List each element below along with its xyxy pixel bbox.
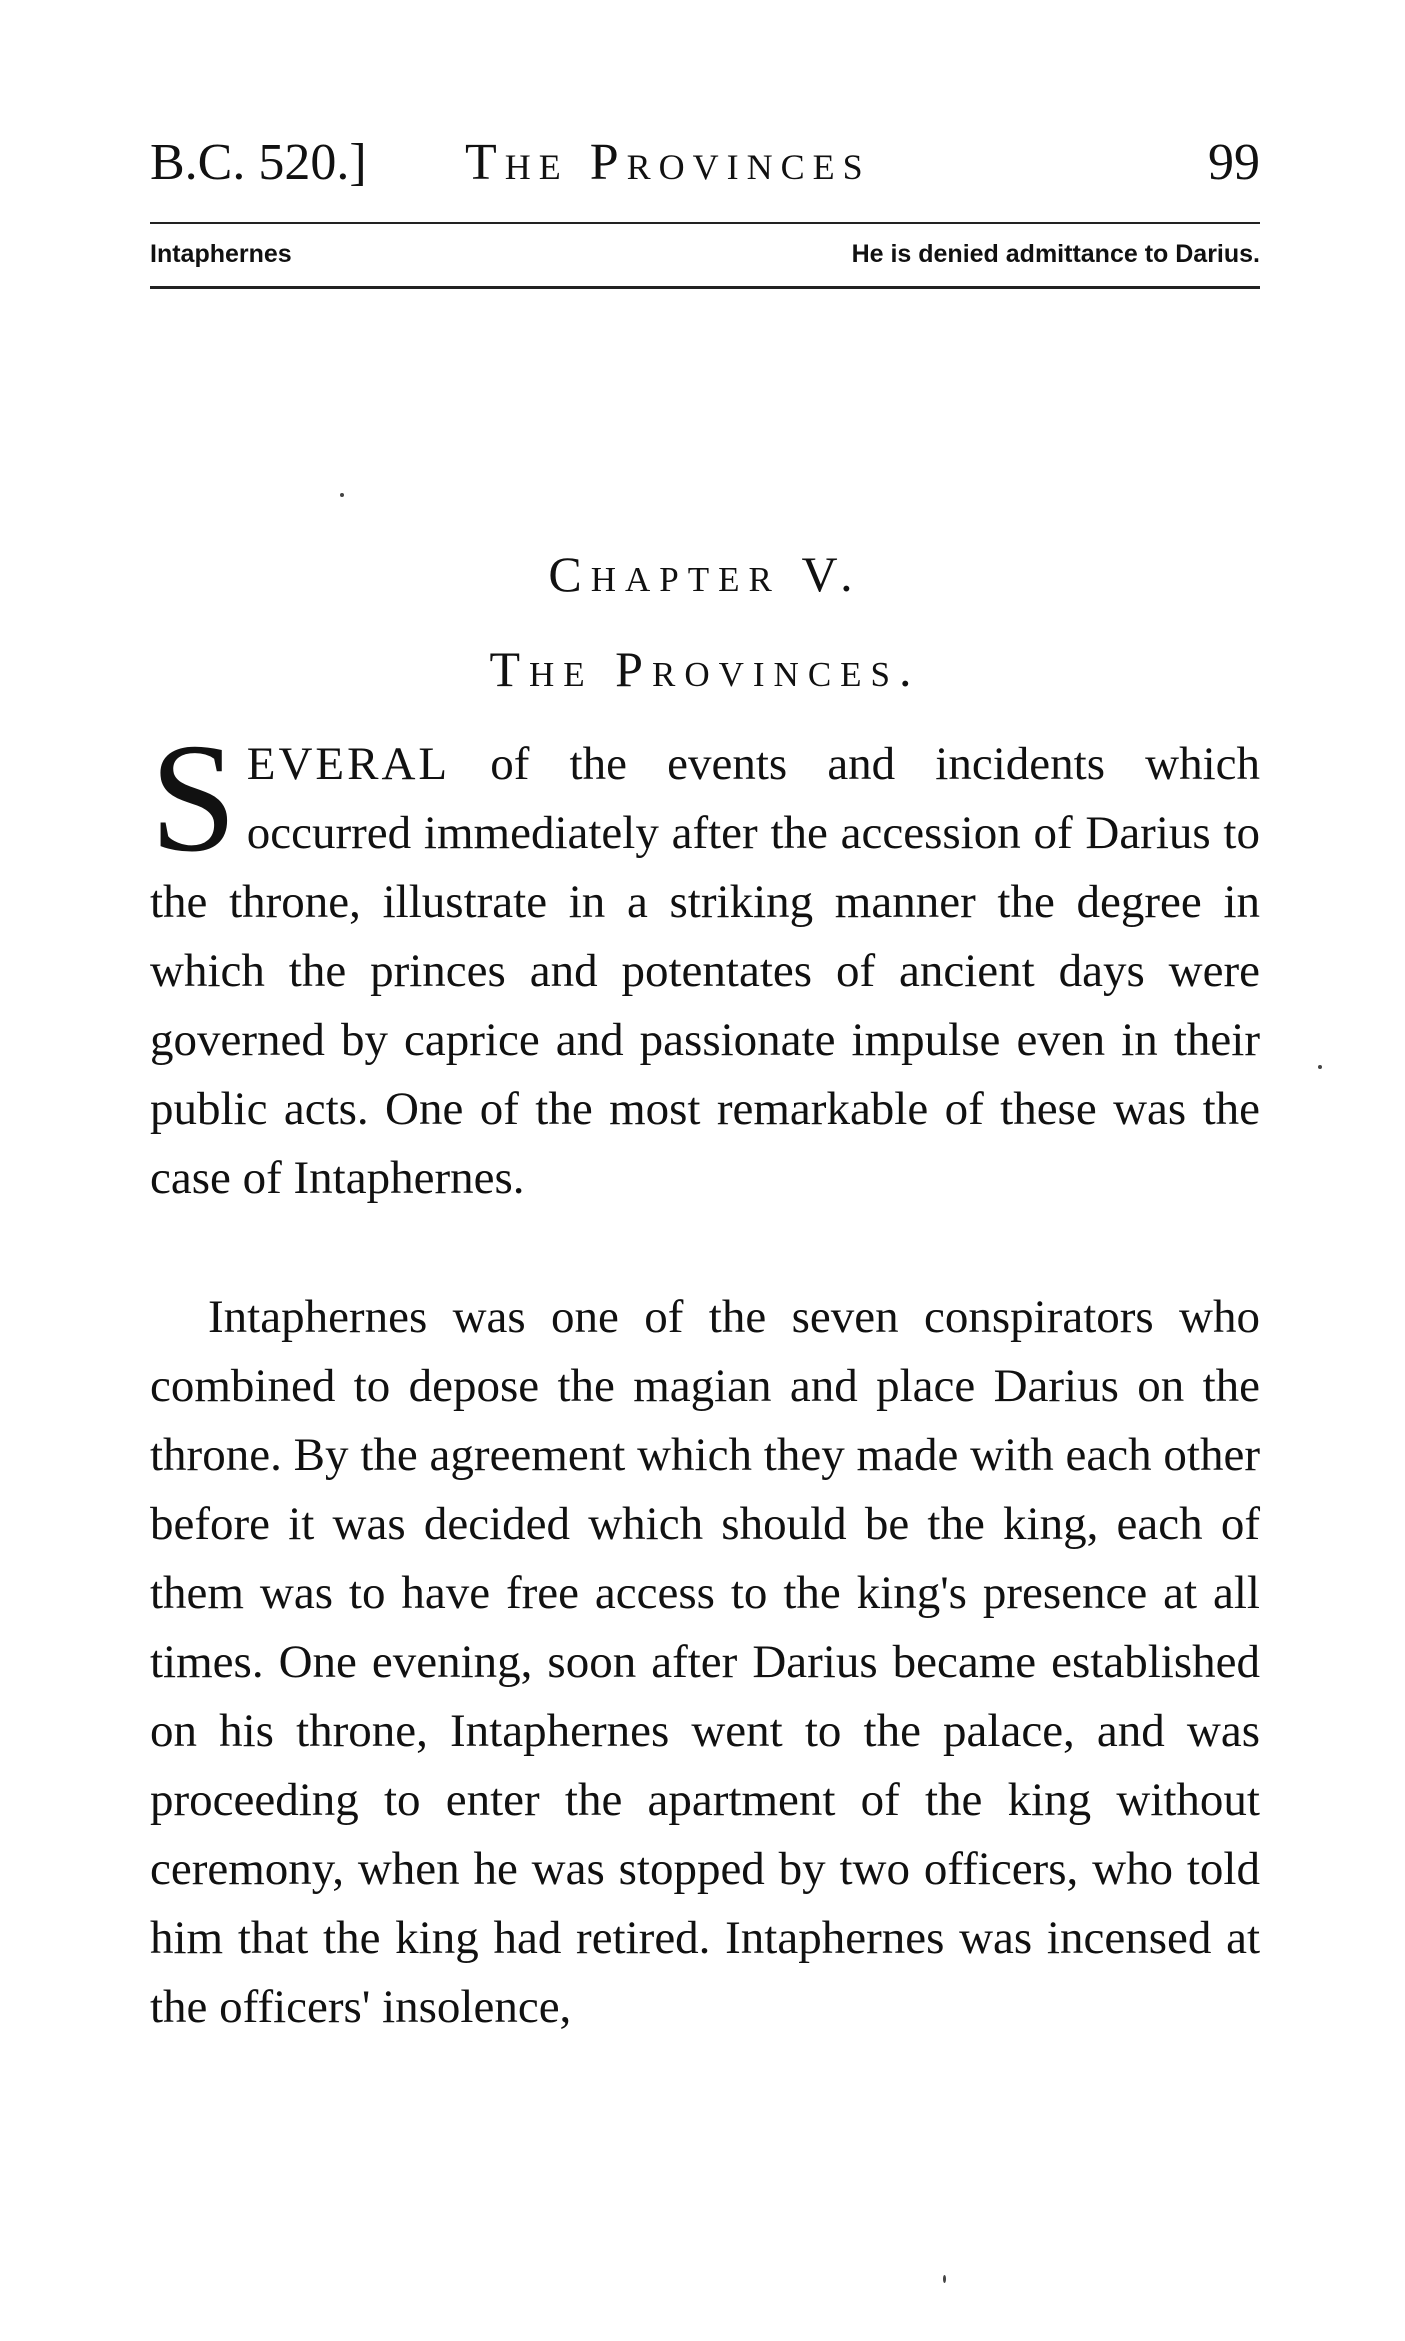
scan-speck [943, 2275, 946, 2283]
scan-speck [1318, 1065, 1322, 1069]
paragraph-1-opening: EVERAL [246, 738, 451, 790]
paragraph-1-text: of the events and incidents which occurred immediately after the accession of Darius to the throne, illustrate in a striking manner the degree in which the princes and potentates of ancient days were governed by caprice and passionate impulse even in their public acts. One of the most remarkable of these was the case of Intaphernes. [150, 738, 1260, 1204]
running-head-date: B.C. 520.] [150, 134, 367, 191]
marginal-subhead [150, 236, 1260, 272]
subhead-left: Intaphernes [150, 240, 292, 268]
chapter-number: Chapter V. [548, 546, 862, 602]
chapter-title: The Provinces. [489, 641, 921, 697]
paragraph-1 [150, 711, 1260, 1213]
header-rule-top [150, 222, 1260, 224]
drop-cap: S [150, 711, 237, 884]
running-head [150, 128, 1260, 198]
paragraph-2: Intaphernes was one of the seven conspirators who combined to depose the magian and place Darius on the throne. By the agreement which they made with each other before it was decided which should be the king, each of them was to have free access to the king's presence at all times. One evening, soon after Darius became established on his throne, Intaphernes went to the palace, and was proceeding to enter the apartment of the king without ceremony, when he was stopped by two officers, who told him that the king had retired. Intaphernes was incensed at the officers' insolence, [150, 1291, 1260, 2033]
page-number: 99 [1208, 134, 1260, 191]
running-head-title: The Provinces [465, 134, 871, 191]
subhead-right: He is denied admittance to Darius. [851, 240, 1260, 268]
scan-speck [340, 493, 344, 497]
header-rule-bottom [150, 286, 1260, 289]
